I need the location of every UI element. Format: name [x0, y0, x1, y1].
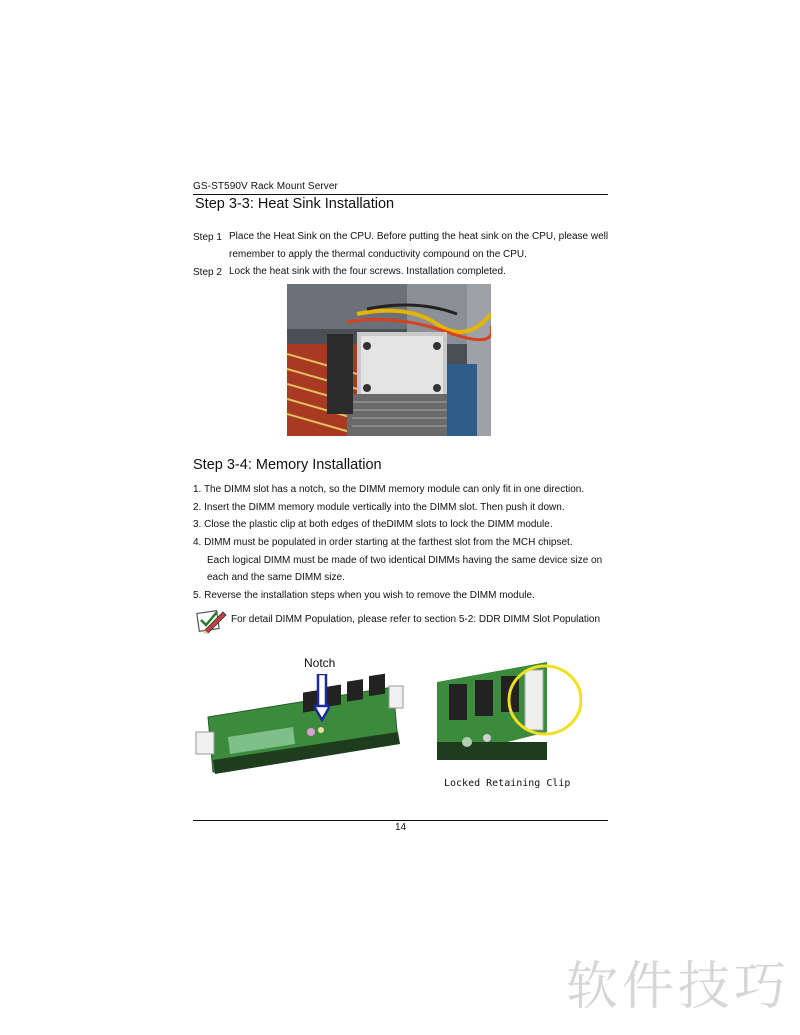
- step-1-line-1: Place the Heat Sink on the CPU. Before putting the heat sink on the CPU, please well: [229, 231, 609, 242]
- memory-item-3: 3. Close the plastic clip at both edges of theDIMM slots to lock the DIMM module.: [193, 519, 553, 530]
- step-2-label: Step 2: [193, 267, 222, 278]
- footer-rule: [193, 820, 608, 821]
- step-2-line-1: Lock the heat sink with the four screws. Installation completed.: [229, 266, 506, 277]
- memory-item-2: 2. Insert the DIMM memory module vertically into the DIMM slot. Then push it down.: [193, 502, 565, 513]
- page-number: 14: [395, 822, 407, 833]
- memory-item-4-cont-1: Each logical DIMM must be made of two identical DIMMs having the same device size on: [207, 555, 603, 566]
- heat-sink-photo-illustration: [287, 284, 491, 436]
- memory-item-5: 5. Reverse the installation steps when you wish to remove the DIMM module.: [193, 590, 535, 601]
- clip-caption: Locked Retaining Clip: [444, 778, 571, 789]
- memory-item-4: 4. DIMM must be populated in order starting at the farthest slot from the MCH chipset.: [193, 537, 573, 548]
- step-1-line-2: remember to apply the thermal conductivity compound on the CPU.: [229, 249, 527, 260]
- memory-item-4-cont-2: each and the same DIMM size.: [207, 572, 345, 583]
- notch-label: Notch: [304, 656, 336, 670]
- heat-sink-photo: [287, 284, 491, 436]
- step-1-label: Step 1: [193, 232, 222, 243]
- dimm-notch-figure: [193, 672, 408, 778]
- heat-sink-heading: Step 3-3: Heat Sink Installation: [195, 196, 395, 212]
- header-rule: [193, 194, 608, 195]
- notch-arrow-icon: [314, 674, 330, 722]
- memory-heading: Step 3-4: Memory Installation: [193, 457, 382, 473]
- watermark-text: 软件技巧: [566, 957, 791, 1017]
- memory-item-1: 1. The DIMM slot has a notch, so the DIMM memory module can only fit in one direction.: [193, 484, 585, 495]
- retaining-clip-figure: [437, 662, 582, 760]
- running-header: GS-ST590V Rack Mount Server: [193, 181, 338, 192]
- note-pencil-icon: [195, 606, 227, 634]
- note-text: For detail DIMM Population, please refer to section 5-2: DDR DIMM Slot Population: [231, 614, 601, 625]
